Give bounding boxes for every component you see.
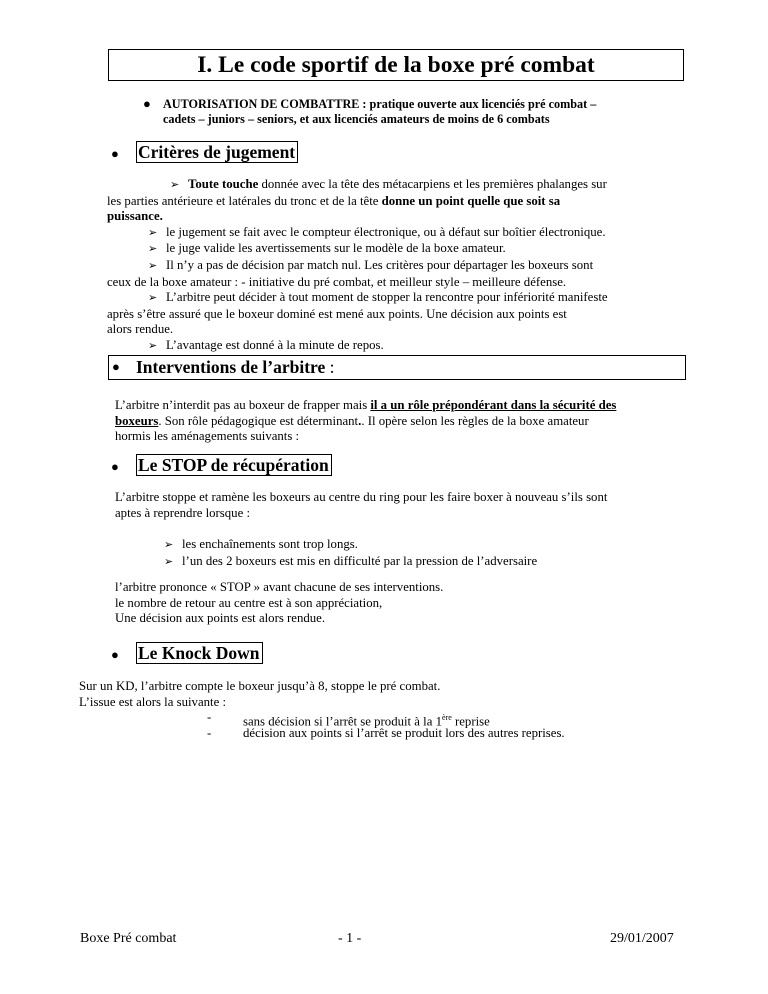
section-heading-knockdown bbox=[136, 642, 263, 664]
stop-notes: l’arbitre prononce « STOP » avant chacune de ses interventions. le nombre de retour au centre est à son appréciation, Une décision aux points est alors rendue. bbox=[115, 580, 444, 626]
criteres-list: ➢ Toute touche donnée avec la tête des métacarpiens et les premières phalanges sur les parties antérieure et latérales du tronc et de la tête donne un point quelle que soit sa puissance. ➢ le jugement se fait avec le compteur électronique, ou à défaut sur boîtier électronique. ➢ le juge valide les avertissements sur le modèle de la boxe amateur. ➢ Il n’y a pas de décision par match nul. Les critères pour départager les boxeurs sont ceux de la boxe amateur : - initiative du pré combat, et meilleur style – meilleure défense. ➢ L’arbitre peut décider à tout moment de stopper la rencontre pour infériorité manifeste après s’être assuré que le boxeur dominé est mené aux points. Une décision aux points est alors rendue. ➢ L’avantage est donné à la minute de repos. bbox=[107, 177, 683, 355]
knockdown-item-2: décision aux points si l’arrêt se produit lors des autres reprises. bbox=[243, 726, 565, 740]
interventions-heading-box bbox=[108, 355, 686, 380]
criteres-item-5: ➢ L’arbitre peut décider à tout moment de stopper la rencontre pour infériorité manifeste bbox=[107, 290, 683, 307]
bullet-dot-icon: ● bbox=[111, 146, 119, 161]
section-heading-criteres bbox=[136, 141, 298, 163]
stop-item-2: ➢ l’un des 2 boxeurs est mis en difficulté par la pression de l’adversaire bbox=[164, 554, 537, 571]
criteres-heading: Critères de jugement bbox=[136, 141, 298, 163]
knockdown-heading: Le Knock Down bbox=[136, 642, 263, 664]
criteres-item-2: ➢ le jugement se fait avec le compteur électronique, ou à défaut sur boîtier électronique. bbox=[107, 225, 683, 242]
criteres-item-3: ➢ le juge valide les avertissements sur le modèle de la boxe amateur. bbox=[107, 241, 683, 258]
bullet-dot-icon: ● bbox=[111, 647, 119, 662]
knockdown-dash-1: - bbox=[207, 710, 212, 724]
footer-date: 29/01/2007 bbox=[610, 931, 674, 946]
criteres-item-6: ➢ L’avantage est donné à la minute de repos. bbox=[107, 338, 683, 355]
footer-page-number: - 1 - bbox=[338, 931, 362, 946]
interventions-heading: Interventions de l’arbitre : bbox=[136, 357, 335, 377]
section-heading-stop bbox=[136, 454, 332, 476]
bullet-dot-icon: ● bbox=[112, 359, 120, 374]
arrow-bullet-icon: ➢ bbox=[164, 555, 174, 568]
arrow-bullet-icon: ➢ bbox=[164, 539, 174, 551]
knockdown-dash-2: - bbox=[207, 726, 212, 740]
criteres-item-4: ➢ Il n’y a pas de décision par match nul. Les critères pour départager les boxeurs sont bbox=[107, 258, 683, 275]
footer-left: Boxe Pré combat bbox=[80, 931, 177, 946]
arrow-bullet-icon: ➢ bbox=[170, 179, 180, 191]
knockdown-paragraph: Sur un KD, l’arbitre compte le boxeur jusqu’à 8, stoppe le pré combat. L’issue est alors la suivante : bbox=[79, 679, 441, 709]
autorisation-text-2: cadets – juniors – seniors, et aux licenciés amateurs de moins de 6 combats bbox=[163, 112, 550, 126]
criteres-item-1: ➢ Toute touche donnée avec la tête des métacarpiens et les premières phalanges sur bbox=[107, 177, 683, 194]
knockdown-item-1: sans décision si l’arrêt se produit à la 1ère reprise bbox=[243, 713, 490, 729]
arrow-bullet-icon: ➢ bbox=[148, 226, 158, 239]
stop-paragraph: L’arbitre stoppe et ramène les boxeurs au centre du ring pour les faire boxer à nouveau s’ils sont aptes à reprendre lorsque : bbox=[115, 490, 608, 520]
autorisation-text: pratique ouverte aux licenciés pré combat – bbox=[366, 97, 597, 111]
interventions-paragraph: L’arbitre n’interdit pas au boxeur de frapper mais il a un rôle prépondérant dans la sécurité des boxeurs. Son rôle pédagogique est déterminant.. Il opère selon les règles de la boxe amateur hormis les aménagements suivants : bbox=[115, 398, 617, 444]
autorisation-label: AUTORISATION DE COMBATTRE : bbox=[163, 97, 367, 111]
bullet-dot-icon: ● bbox=[111, 459, 119, 474]
page-title: I. Le code sportif de la boxe pré combat bbox=[108, 49, 684, 81]
arrow-bullet-icon: ➢ bbox=[148, 339, 158, 352]
autorisation-paragraph bbox=[163, 97, 683, 127]
stop-item-1: ➢ les enchaînements sont trop longs. bbox=[164, 537, 537, 554]
arrow-bullet-icon: ➢ bbox=[148, 259, 158, 272]
stop-list bbox=[164, 537, 537, 570]
arrow-bullet-icon: ➢ bbox=[148, 243, 158, 256]
arrow-bullet-icon: ➢ bbox=[148, 292, 158, 305]
stop-heading: Le STOP de récupération bbox=[136, 454, 332, 476]
bullet-dot-icon: ● bbox=[143, 96, 151, 111]
